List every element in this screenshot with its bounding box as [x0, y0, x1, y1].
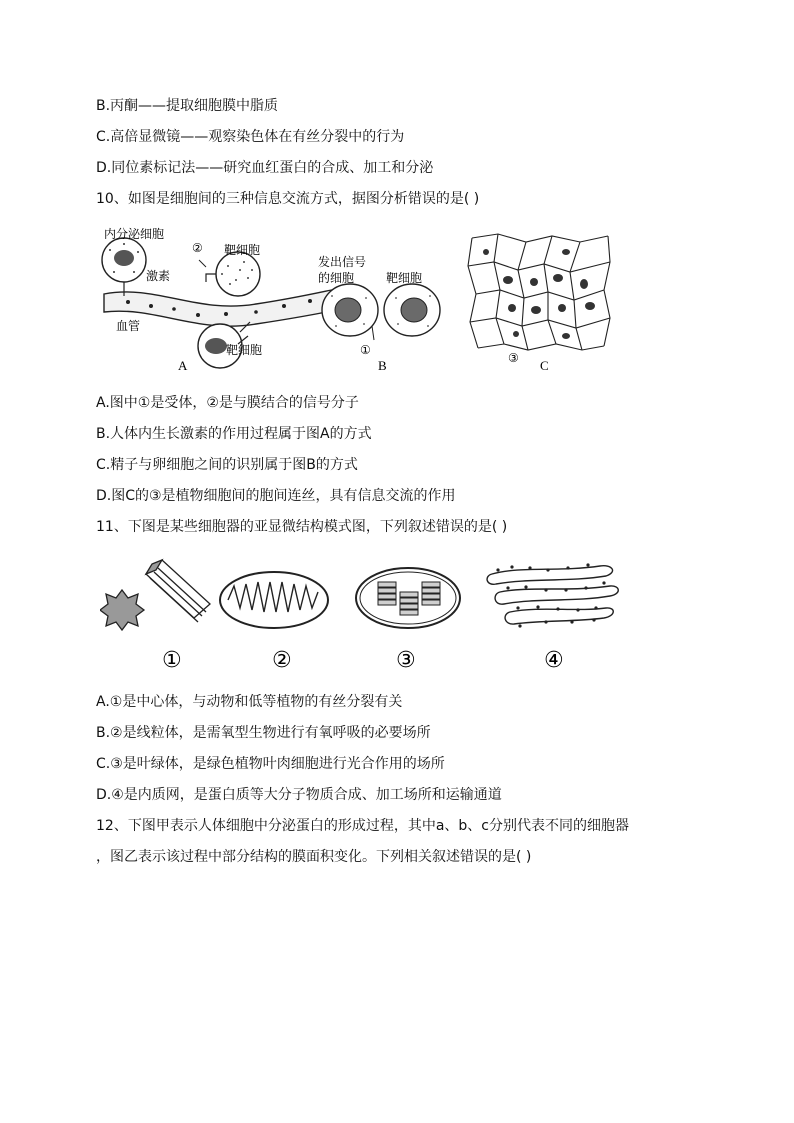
q10-option-c: C.精子与卵细胞之间的识别属于图B的方式 [96, 457, 358, 473]
q9-option-d: D.同位素标记法——研究血红蛋白的合成、加工和分泌 [96, 160, 434, 176]
organelle-number-1: ① [162, 648, 182, 673]
q10-figure [96, 222, 626, 382]
q10-stem: 10、如图是细胞间的三种信息交流方式，据图分析错误的是( ) [96, 191, 480, 207]
chloroplast-icon [356, 568, 460, 628]
fig-a-endocrine-label: 内分泌细胞 [104, 227, 165, 241]
fig-a-target-label-2: 靶细胞 [226, 343, 263, 357]
figure-c-plant-cells [468, 234, 610, 350]
q9-option-c: C.高倍显微镜——观察染色体在有丝分裂中的行为 [96, 129, 405, 145]
fig-a-caption: A [178, 358, 188, 373]
fig-b-num-1: ① [360, 343, 371, 357]
fig-a-hormone-label: 激素 [146, 269, 171, 283]
fig-b-target-label: 靶细胞 [386, 271, 423, 285]
q11-option-c: C.③是叶绿体，是绿色植物叶肉细胞进行光合作用的场所 [96, 756, 445, 772]
mitochondrion-icon [220, 572, 328, 628]
fig-b-signal-label-2: 的细胞 [318, 271, 355, 285]
q11-figure [100, 552, 630, 677]
q10-option-b: B.人体内生长激素的作用过程属于图A的方式 [96, 426, 372, 442]
q11-option-d: D.④是内质网，是蛋白质等大分子物质合成、加工场所和运输通道 [96, 787, 502, 803]
fig-c-num-3: ③ [508, 351, 519, 365]
q11-option-a: A.①是中心体，与动物和低等植物的有丝分裂有关 [96, 694, 403, 710]
fig-b-signal-label-1: 发出信号 [318, 255, 367, 269]
fig-a-vessel-label: 血管 [116, 319, 141, 333]
organelle-number-2: ② [272, 648, 292, 673]
organelle-number-3: ③ [396, 648, 416, 673]
q11-option-b: B.②是线粒体，是需氧型生物进行有氧呼吸的必要场所 [96, 725, 431, 741]
fig-c-caption: C [540, 358, 549, 373]
fig-b-caption: B [378, 358, 387, 373]
endoplasmic-reticulum-icon [487, 563, 618, 627]
organelle-number-4: ④ [544, 648, 564, 673]
centriole-icon [100, 560, 210, 630]
q12-stem-line-1: 12、下图甲表示人体细胞中分泌蛋白的形成过程，其中a、b、c分别代表不同的细胞器 [96, 818, 629, 834]
q9-option-b: B.丙酮——提取细胞膜中脂质 [96, 98, 279, 114]
figure-b-direct-contact [322, 284, 440, 340]
figure-a-endocrine-signaling [102, 238, 346, 368]
q10-option-d: D.图C的③是植物细胞间的胞间连丝，具有信息交流的作用 [96, 488, 456, 504]
q12-stem-line-2: ，图乙表示该过程中部分结构的膜面积变化。下列相关叙述错误的是( ) [96, 849, 532, 865]
q11-stem: 11、下图是某些细胞器的亚显微结构模式图，下列叙述错误的是( ) [96, 519, 508, 535]
q10-option-a: A.图中①是受体，②是与膜结合的信号分子 [96, 395, 359, 411]
fig-a-target-label-1: 靶细胞 [224, 243, 261, 257]
fig-a-num-2: ② [192, 241, 203, 255]
